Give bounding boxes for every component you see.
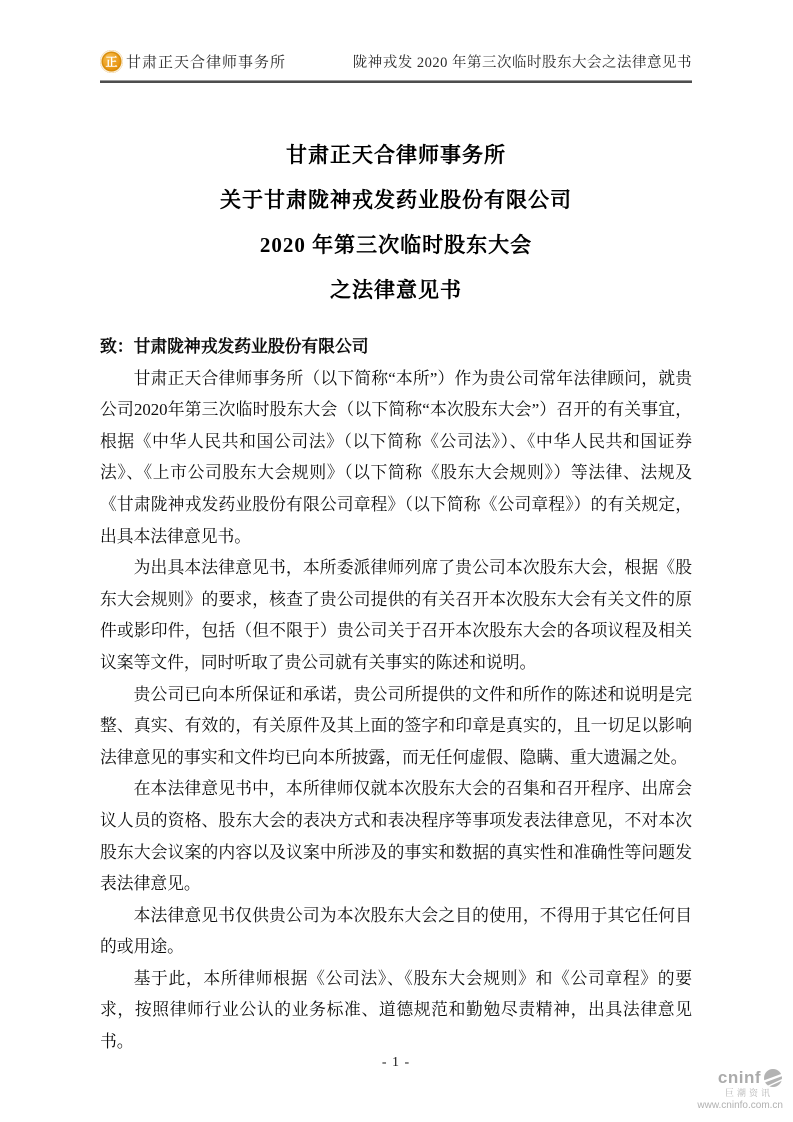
- cninfo-url: www.cninfo.com.cn: [697, 1099, 783, 1111]
- title-line-doctype: 之法律意见书: [330, 278, 462, 302]
- paragraph: 本法律意见书仅供贵公司为本次股东大会之目的使用，不得用于其它任何目的或用途。: [100, 905, 692, 957]
- document-body: [100, 331, 692, 1058]
- paragraph: 基于此，本所律师根据《公司法》、《股东大会规则》和《公司章程》的要求，按照律师行业公认的业务标准、道德规范和勤勉尽责精神，出具法律意见书。: [100, 968, 692, 1052]
- document-title: [100, 133, 692, 313]
- title-line-firm: 甘肃正天合律师事务所: [286, 143, 506, 167]
- page-header: [100, 50, 692, 83]
- paragraph: 在本法律意见书中，本所律师仅就本次股东大会的召集和召开程序、出席会议人员的资格、股东大会的表决方式和表决程序等事项发表法律意见，不对本次股东大会议案的内容以及议案中所涉及的事实和数据的真实性和准确性等问题发表法律意见。: [100, 779, 692, 894]
- header-doc-reference: 陇神戎发 2020 年第三次临时股东大会之法律意见书: [352, 55, 692, 71]
- cninfo-watermark: [665, 1068, 787, 1111]
- cninfo-swirl-icon: [763, 1068, 783, 1088]
- paragraph: 甘肃正天合律师事务所（以下简称“本所”）作为贵公司常年法律顾问，就贵公司2020年第三次临时股东大会（以下简称“本次股东大会”）召开的有关事宜，根据《中华人民共和国公司法》（以下简称《公司法》）、《中华人民共和国证券法》、《上市公司股东大会规则》（以下简称《股东大会规则》）等法律、法规及《甘肃陇神戎发药业股份有限公司章程》（以下简称《公司章程》）的有关规定，出具本法律意见书。: [100, 368, 692, 546]
- header-divider: [100, 80, 692, 83]
- law-firm-logo-icon: 正: [100, 50, 123, 73]
- header-firm-block: [100, 50, 286, 73]
- paragraph: 贵公司已向本所保证和承诺，贵公司所提供的文件和所作的陈述和说明是完整、真实、有效的，有关原件及其上面的签字和印章是真实的，且一切足以影响法律意见的事实和文件均已向本所披露，而无任何虚假、隐瞒、重大遗漏之处。: [100, 684, 692, 767]
- paragraph: 为出具本法律意见书，本所委派律师列席了贵公司本次股东大会，根据《股东大会规则》的要求，核查了贵公司提供的有关召开本次股东大会有关文件的原件或影印件，包括（但不限于）贵公司关于召开本次股东大会的各项议程及相关议案等文件，同时听取了贵公司就有关事实的陈述和说明。: [100, 558, 692, 672]
- title-line-meeting: 2020 年第三次临时股东大会: [259, 233, 533, 257]
- salutation-line: 致：甘肃陇神戎发药业股份有限公司: [100, 337, 369, 356]
- title-line-company: 关于甘肃陇神戎发药业股份有限公司: [220, 188, 572, 212]
- cninfo-brand-text: cninf: [717, 1067, 761, 1087]
- page-number: - 1 -: [381, 1055, 411, 1070]
- cninfo-chinese-name: 巨潮资讯: [724, 1088, 773, 1098]
- header-firm-name: 甘肃正天合律师事务所: [126, 55, 287, 71]
